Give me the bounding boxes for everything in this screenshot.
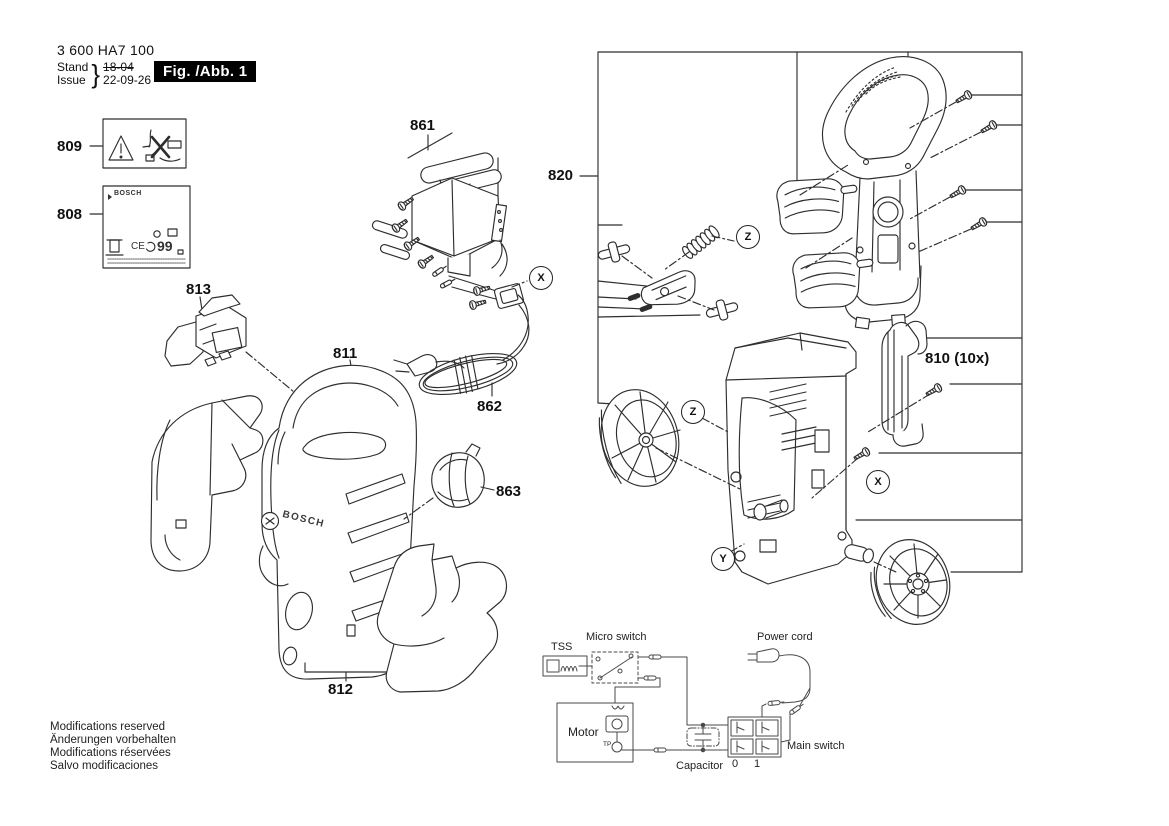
figure-label: Fig. /Abb. 1 [154,61,256,82]
nameplate-brand: BOSCH [114,190,142,197]
handle-assembly-drawing [775,57,998,329]
part-label-820: 820 [548,167,574,184]
issue-date: 22-09-26 [103,73,152,87]
rear-housing-drawing [702,333,875,584]
callout-x-connector: X [529,266,553,290]
part-label-812: 812 [328,681,354,698]
schematic-label-main-switch: Main switch [787,740,845,752]
bracket-810-drawing [868,321,943,446]
side-housing-piece-drawing [151,396,263,571]
power-cord-862-drawing [394,295,528,404]
schematic-label-tss: TSS [551,641,573,653]
stand-date: 18-04 [103,60,134,74]
footer-modifications-en: Modifications reserved [50,721,166,733]
part-label-808: 808 [57,206,83,223]
cable-connector-drawing [432,265,529,364]
schematic-label-micro-switch: Micro switch [586,631,647,643]
footer-modifications-fr: Modifications réservées [50,747,171,759]
part-label-861: 861 [410,117,436,134]
header [57,42,154,87]
footer-modifications-es: Salvo modificaciones [50,760,159,772]
schematic-label-pos-0: 0 [732,758,739,770]
part-label-811: 811 [333,345,358,362]
part-label-810: 810 (10x) [925,350,990,367]
issue-label: Issue [57,73,86,87]
left-wheel-drawing [590,381,742,495]
schematic-label-power-cord: Power cord [757,631,813,643]
part-label-863: 863 [496,483,522,500]
nameplate-number: 99 [157,238,173,254]
callout-z-wheel: Z [681,400,705,424]
schematic-label-tp: TP [603,741,612,748]
body-bosch-logo: BOSCH [281,508,326,531]
callout-z-spring: Z [736,225,760,249]
part-label-809: 809 [57,138,83,155]
revision-dates [103,61,151,87]
revision-labels [57,61,88,87]
schematic-label-motor: Motor [568,725,599,739]
part-label-862: 862 [477,398,503,415]
schematic-label-capacitor: Capacitor [676,760,724,772]
callout-x-housing: X [866,470,890,494]
part-number: 3 600 HA7 100 [57,42,155,58]
wiring-schematic-drawing [543,649,810,762]
footer-modifications-de: Änderungen vorbehalten [50,734,176,746]
nameplate-808-drawing [90,186,190,268]
knob-863-drawing [404,444,494,519]
nameplate-ce-mark: CE [131,241,145,252]
part-label-813: 813 [186,281,212,298]
schematic-label-pos-1: 1 [754,758,761,770]
right-wheel-drawing [860,530,960,636]
callout-y-housing: Y [711,547,735,571]
stand-label: Stand [57,60,89,74]
warning-label-809-drawing [90,119,186,168]
revision-brace: } [91,59,101,89]
revision-block [57,61,154,87]
pump-unit-861-drawing [371,133,507,276]
latch-and-spring-drawing [596,224,740,324]
